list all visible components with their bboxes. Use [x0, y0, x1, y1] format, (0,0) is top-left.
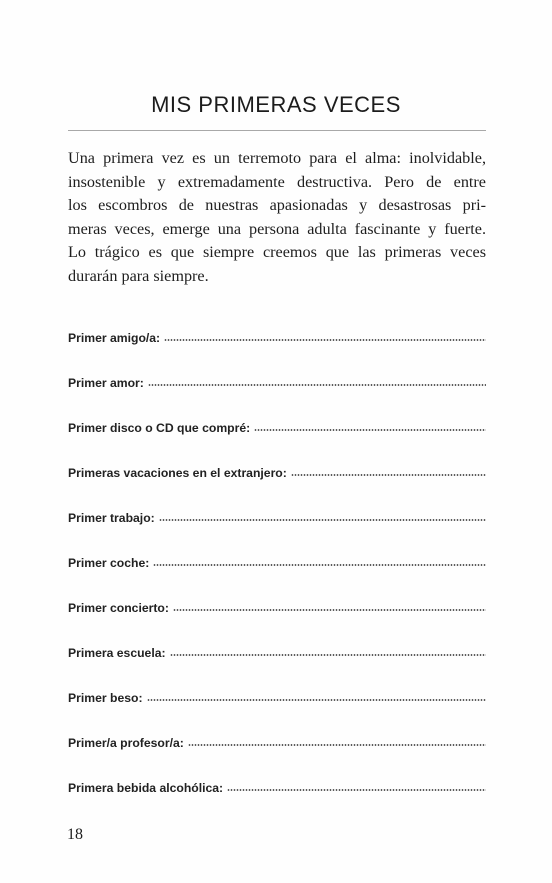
page-number: 18	[67, 826, 83, 843]
field-label: Primer concierto:	[68, 601, 169, 615]
field-primer-disco	[68, 421, 486, 439]
field-label: Primer coche:	[68, 556, 150, 570]
dotted-answer-line	[227, 789, 486, 791]
field-label: Primer trabajo:	[68, 511, 155, 525]
dotted-answer-line	[254, 429, 486, 431]
dotted-answer-line	[148, 384, 486, 386]
field-label: Primer disco o CD que compré:	[68, 421, 251, 435]
field-primer-beso	[68, 691, 486, 709]
intro-line: Una primera vez es un terremoto para el alma: inolvidable,	[68, 149, 486, 167]
field-primeras-vacaciones	[68, 466, 486, 484]
dotted-answer-line	[147, 699, 486, 701]
dotted-answer-line	[188, 744, 486, 746]
field-label: Primeras vacaciones en el extranjero:	[68, 466, 287, 480]
field-label: Primera escuela:	[68, 646, 166, 660]
intro-line: Lo trágico es que siempre creemos que las primeras veces	[68, 243, 486, 262]
field-label: Primera bebida alcohólica:	[68, 781, 224, 795]
field-primer-trabajo	[68, 511, 486, 529]
field-primer-amor	[68, 376, 486, 394]
dotted-answer-line	[173, 609, 486, 611]
field-primer-amigo	[68, 331, 486, 349]
dotted-answer-line	[153, 564, 486, 566]
field-primer-concierto	[68, 601, 486, 619]
field-primer-profesor	[68, 736, 486, 754]
title-divider	[68, 130, 486, 131]
intro-line: meras veces, emerge una persona adulta fascinante y fuerte.	[68, 219, 486, 238]
page-title: MIS PRIMERAS VECES	[151, 92, 401, 117]
field-label: Primer amigo/a:	[68, 331, 161, 345]
intro-line: durarán para siempre.	[68, 266, 209, 285]
intro-line: los escombros de nuestras apasionadas y desastrosas pri-	[68, 196, 486, 215]
dotted-answer-line	[159, 519, 486, 521]
field-label: Primer beso:	[68, 691, 143, 705]
field-primer-coche	[68, 556, 486, 574]
dotted-answer-line	[291, 474, 486, 476]
field-primera-bebida	[68, 781, 486, 799]
field-label: Primer/a profesor/a:	[68, 736, 184, 750]
dotted-answer-line	[170, 654, 486, 656]
field-primera-escuela	[68, 646, 486, 664]
field-label: Primer amor:	[68, 376, 144, 390]
intro-line: insostenible y extremadamente destructiva. Pero de entre	[68, 172, 486, 191]
intro-paragraph	[68, 147, 486, 289]
dotted-answer-line	[164, 339, 486, 341]
